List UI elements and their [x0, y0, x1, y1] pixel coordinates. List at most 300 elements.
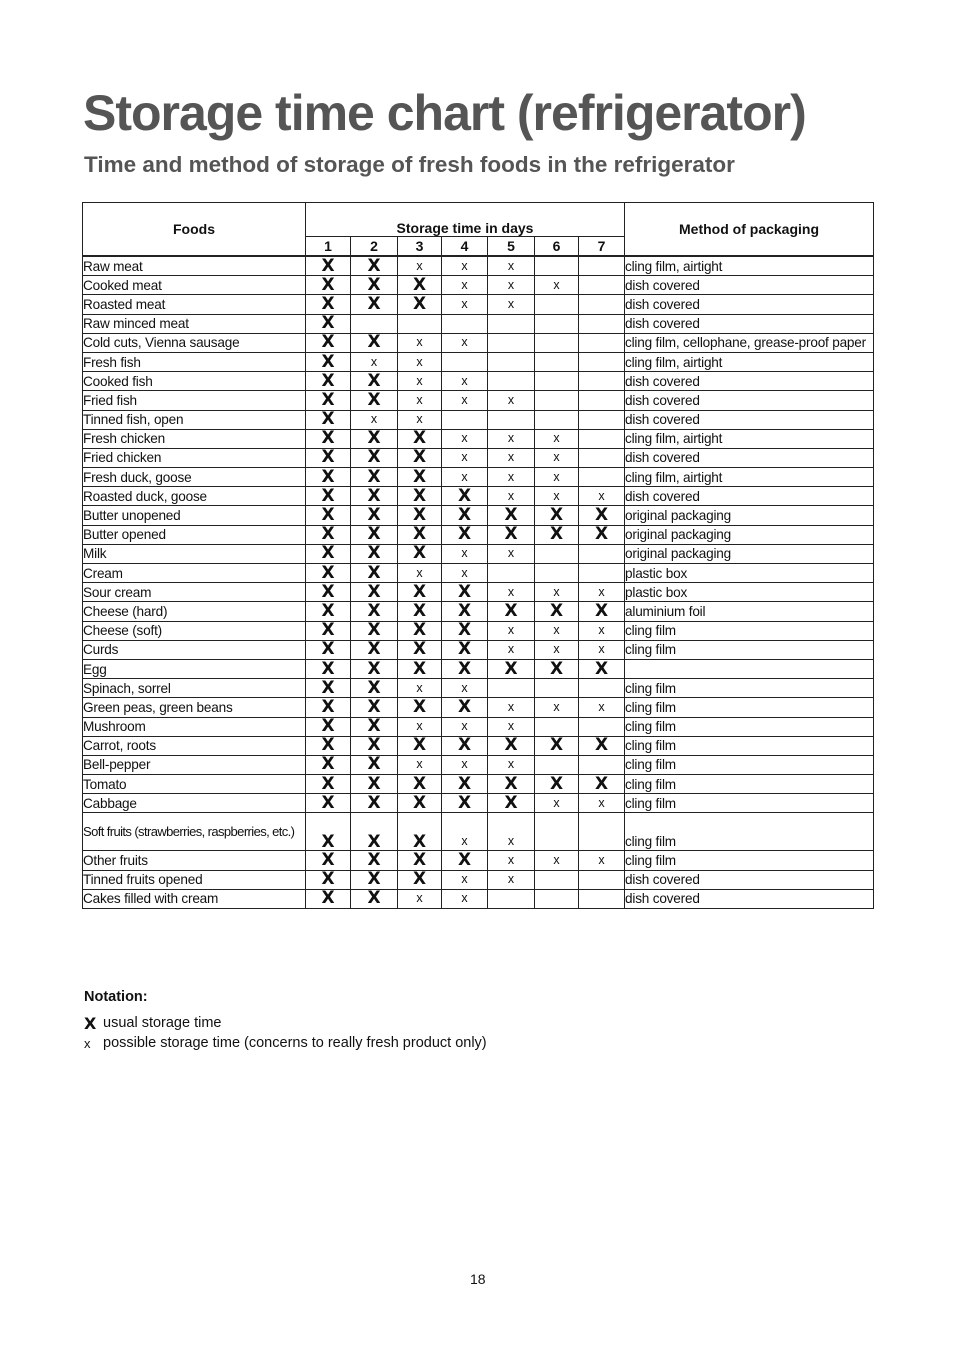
header-day-4: 4 [442, 237, 488, 257]
table-row [83, 276, 874, 295]
storage-mark-day-5: x [488, 640, 535, 659]
storage-mark-day-2: X [351, 870, 398, 889]
storage-mark-day-1: X [306, 391, 351, 410]
food-name: Tomato [83, 775, 306, 794]
storage-mark-day-2: X [351, 256, 398, 276]
storage-mark-day-4: x [442, 717, 488, 736]
storage-mark-day-7: x [579, 621, 625, 640]
storage-mark-day-4: x [442, 429, 488, 448]
storage-mark-day-3: x [398, 717, 442, 736]
storage-mark-day-7 [579, 352, 625, 371]
storage-mark-day-6 [535, 295, 579, 314]
packaging-method: dish covered [625, 410, 874, 429]
storage-mark-day-5: x [488, 851, 535, 870]
packaging-method: original packaging [625, 506, 874, 525]
table-row [83, 659, 874, 678]
food-name: Cooked fish [83, 372, 306, 391]
page-title: Storage time chart (refrigerator) [83, 85, 806, 141]
table-row [83, 564, 874, 583]
storage-mark-day-3: x [398, 755, 442, 774]
packaging-method: original packaging [625, 525, 874, 544]
storage-mark-day-6 [535, 813, 579, 851]
storage-mark-day-2: X [351, 372, 398, 391]
storage-mark-day-4: x [442, 544, 488, 563]
food-name: Fried chicken [83, 448, 306, 467]
storage-mark-day-5: x [488, 621, 535, 640]
food-name: Cold cuts, Vienna sausage [83, 333, 306, 352]
storage-mark-day-1: X [306, 276, 351, 295]
storage-mark-day-3: x [398, 410, 442, 429]
storage-mark-day-6: X [535, 506, 579, 525]
notation-legend [84, 989, 487, 1053]
storage-mark-day-6: x [535, 794, 579, 813]
storage-mark-day-7 [579, 429, 625, 448]
table-row [83, 851, 874, 870]
food-name: Cream [83, 564, 306, 583]
food-name: Milk [83, 544, 306, 563]
storage-mark-day-5: x [488, 583, 535, 602]
storage-mark-day-5: x [488, 468, 535, 487]
storage-mark-day-1: X [306, 755, 351, 774]
food-name: Tinned fish, open [83, 410, 306, 429]
food-name: Cabbage [83, 794, 306, 813]
storage-mark-day-3: X [398, 276, 442, 295]
table-row [83, 679, 874, 698]
storage-mark-day-5: X [488, 794, 535, 813]
storage-mark-day-4: X [442, 659, 488, 678]
legend-text-usual: usual storage time [103, 1015, 222, 1031]
packaging-method: original packaging [625, 544, 874, 563]
food-name: Bell-pepper [83, 755, 306, 774]
table-row [83, 698, 874, 717]
storage-mark-day-1: X [306, 314, 351, 333]
storage-mark-day-2: X [351, 698, 398, 717]
storage-mark-day-2: X [351, 813, 398, 851]
packaging-method: cling film, airtight [625, 468, 874, 487]
packaging-method: cling film [625, 621, 874, 640]
storage-mark-day-7: X [579, 736, 625, 755]
storage-mark-day-5: x [488, 544, 535, 563]
food-name: Cheese (soft) [83, 621, 306, 640]
storage-mark-day-4: x [442, 564, 488, 583]
packaging-method: aluminium foil [625, 602, 874, 621]
food-name: Cooked meat [83, 276, 306, 295]
storage-mark-day-4: x [442, 468, 488, 487]
storage-mark-day-5: x [488, 429, 535, 448]
storage-mark-day-6 [535, 755, 579, 774]
page-subtitle: Time and method of storage of fresh foods in the refrigerator [84, 152, 735, 177]
food-name: Soft fruits (strawberries, raspberries, etc.) [83, 813, 306, 851]
storage-mark-day-1: X [306, 256, 351, 276]
storage-mark-day-3: x [398, 889, 442, 908]
table-row [83, 352, 874, 371]
storage-mark-day-3: X [398, 659, 442, 678]
storage-mark-day-4: X [442, 583, 488, 602]
storage-mark-day-6: x [535, 468, 579, 487]
storage-mark-day-2: X [351, 755, 398, 774]
packaging-method: cling film [625, 775, 874, 794]
food-name: Fried fish [83, 391, 306, 410]
storage-mark-day-2: X [351, 564, 398, 583]
storage-mark-day-4: x [442, 679, 488, 698]
storage-mark-day-3: X [398, 736, 442, 755]
food-name: Cakes filled with cream [83, 889, 306, 908]
header-day-1: 1 [306, 237, 351, 257]
storage-mark-day-6: x [535, 640, 579, 659]
storage-mark-day-7: X [579, 506, 625, 525]
storage-mark-day-1: X [306, 333, 351, 352]
storage-mark-day-1: X [306, 621, 351, 640]
legend-item-usual [84, 1013, 487, 1033]
storage-mark-day-2: X [351, 889, 398, 908]
table-row [83, 506, 874, 525]
storage-mark-day-3: X [398, 487, 442, 506]
storage-mark-day-6 [535, 889, 579, 908]
storage-mark-day-6 [535, 679, 579, 698]
storage-mark-day-2 [351, 314, 398, 333]
storage-mark-day-4: X [442, 775, 488, 794]
storage-mark-day-3 [398, 314, 442, 333]
table-row [83, 755, 874, 774]
storage-mark-day-4: X [442, 602, 488, 621]
storage-mark-day-7: X [579, 659, 625, 678]
storage-mark-day-4: x [442, 889, 488, 908]
storage-mark-day-6 [535, 410, 579, 429]
food-name: Cheese (hard) [83, 602, 306, 621]
storage-mark-day-1: X [306, 583, 351, 602]
legend-text-possible: possible storage time (concerns to really fresh product only) [103, 1035, 487, 1051]
storage-mark-day-2: x [351, 352, 398, 371]
storage-mark-day-4: x [442, 333, 488, 352]
food-name: Spinach, sorrel [83, 679, 306, 698]
storage-mark-day-5: x [488, 698, 535, 717]
storage-mark-day-3: X [398, 602, 442, 621]
storage-mark-day-3: X [398, 640, 442, 659]
storage-mark-day-7 [579, 372, 625, 391]
storage-mark-day-5 [488, 372, 535, 391]
table-row [83, 889, 874, 908]
storage-mark-day-7 [579, 333, 625, 352]
storage-mark-day-7 [579, 679, 625, 698]
storage-mark-day-4: X [442, 621, 488, 640]
storage-mark-day-4 [442, 352, 488, 371]
packaging-method: cling film, airtight [625, 352, 874, 371]
storage-mark-day-4: X [442, 525, 488, 544]
table-row [83, 602, 874, 621]
storage-mark-day-5: x [488, 487, 535, 506]
storage-mark-day-7 [579, 468, 625, 487]
food-name: Raw meat [83, 256, 306, 276]
storage-mark-day-2: X [351, 602, 398, 621]
food-name: Fresh duck, goose [83, 468, 306, 487]
storage-mark-day-1: X [306, 564, 351, 583]
storage-mark-day-7 [579, 870, 625, 889]
header-storage-time: Storage time in days [306, 203, 625, 237]
storage-mark-day-5: x [488, 295, 535, 314]
table-row [83, 813, 874, 851]
storage-mark-day-2: X [351, 391, 398, 410]
packaging-method: dish covered [625, 295, 874, 314]
packaging-method [625, 659, 874, 678]
table-row [83, 794, 874, 813]
header-foods: Foods [83, 203, 306, 257]
storage-mark-day-1: X [306, 851, 351, 870]
storage-mark-day-3: x [398, 679, 442, 698]
storage-mark-day-6: x [535, 276, 579, 295]
table-row [83, 314, 874, 333]
storage-mark-day-1: X [306, 506, 351, 525]
storage-mark-day-2: X [351, 544, 398, 563]
storage-mark-day-4: X [442, 487, 488, 506]
storage-mark-day-2: X [351, 487, 398, 506]
storage-mark-day-7 [579, 256, 625, 276]
storage-mark-day-7 [579, 889, 625, 908]
table-row [83, 410, 874, 429]
storage-mark-day-7 [579, 276, 625, 295]
storage-mark-day-5: x [488, 813, 535, 851]
storage-mark-day-5: X [488, 602, 535, 621]
storage-mark-day-2: X [351, 717, 398, 736]
storage-mark-day-5: x [488, 755, 535, 774]
storage-mark-day-2: X [351, 640, 398, 659]
header-day-5: 5 [488, 237, 535, 257]
packaging-method: dish covered [625, 314, 874, 333]
storage-mark-day-3: X [398, 506, 442, 525]
table-row [83, 525, 874, 544]
storage-mark-day-3: X [398, 295, 442, 314]
storage-mark-day-3: X [398, 698, 442, 717]
food-name: Butter opened [83, 525, 306, 544]
packaging-method: cling film [625, 755, 874, 774]
food-name: Curds [83, 640, 306, 659]
storage-mark-day-6: X [535, 525, 579, 544]
storage-mark-day-5: X [488, 525, 535, 544]
storage-mark-day-5: X [488, 775, 535, 794]
storage-mark-day-6: X [535, 659, 579, 678]
storage-mark-day-1: X [306, 487, 351, 506]
storage-mark-day-5: x [488, 448, 535, 467]
table-row [83, 256, 874, 276]
storage-mark-day-5 [488, 889, 535, 908]
storage-mark-day-3: X [398, 583, 442, 602]
food-name: Butter unopened [83, 506, 306, 525]
storage-mark-day-5 [488, 314, 535, 333]
storage-mark-day-5: X [488, 659, 535, 678]
table-row [83, 621, 874, 640]
storage-mark-day-6 [535, 544, 579, 563]
table-row [83, 429, 874, 448]
packaging-method: dish covered [625, 870, 874, 889]
packaging-method: cling film [625, 813, 874, 851]
storage-mark-day-3: x [398, 256, 442, 276]
packaging-method: cling film [625, 679, 874, 698]
storage-mark-day-6: x [535, 621, 579, 640]
packaging-method: dish covered [625, 276, 874, 295]
packaging-method: dish covered [625, 889, 874, 908]
storage-mark-day-5 [488, 352, 535, 371]
storage-mark-day-2: X [351, 775, 398, 794]
storage-mark-day-7 [579, 717, 625, 736]
storage-mark-day-2: X [351, 429, 398, 448]
packaging-method: cling film, airtight [625, 256, 874, 276]
storage-mark-day-4: X [442, 736, 488, 755]
legend-symbol-possible: x [84, 1035, 91, 1051]
storage-mark-day-3: x [398, 372, 442, 391]
table-row [83, 333, 874, 352]
storage-mark-day-7: x [579, 794, 625, 813]
packaging-method: cling film [625, 698, 874, 717]
header-method: Method of packaging [625, 203, 874, 257]
food-name: Carrot, roots [83, 736, 306, 755]
storage-mark-day-4: x [442, 256, 488, 276]
storage-mark-day-7 [579, 295, 625, 314]
storage-mark-day-7 [579, 391, 625, 410]
storage-mark-day-1: X [306, 736, 351, 755]
food-name: Fresh chicken [83, 429, 306, 448]
storage-mark-day-1: X [306, 794, 351, 813]
table-row [83, 736, 874, 755]
food-name: Green peas, green beans [83, 698, 306, 717]
storage-mark-day-6: x [535, 448, 579, 467]
packaging-method: dish covered [625, 372, 874, 391]
storage-mark-day-3: X [398, 870, 442, 889]
storage-mark-day-4: x [442, 372, 488, 391]
food-name: Other fruits [83, 851, 306, 870]
storage-mark-day-5: X [488, 736, 535, 755]
storage-mark-day-6: X [535, 736, 579, 755]
packaging-method: cling film [625, 736, 874, 755]
storage-mark-day-5 [488, 333, 535, 352]
storage-mark-day-7: X [579, 602, 625, 621]
storage-mark-day-5 [488, 679, 535, 698]
storage-mark-day-1: X [306, 544, 351, 563]
storage-mark-day-1: X [306, 410, 351, 429]
storage-mark-day-6 [535, 333, 579, 352]
storage-mark-day-2: X [351, 736, 398, 755]
packaging-method: cling film [625, 717, 874, 736]
storage-mark-day-2: X [351, 468, 398, 487]
storage-mark-day-3: X [398, 448, 442, 467]
storage-mark-day-4: X [442, 640, 488, 659]
storage-mark-day-1: X [306, 679, 351, 698]
storage-mark-day-2: X [351, 276, 398, 295]
packaging-method: dish covered [625, 487, 874, 506]
storage-mark-day-3: X [398, 525, 442, 544]
food-name: Roasted duck, goose [83, 487, 306, 506]
storage-mark-day-6: x [535, 487, 579, 506]
storage-mark-day-1: X [306, 429, 351, 448]
storage-mark-day-1: X [306, 640, 351, 659]
food-name: Sour cream [83, 583, 306, 602]
storage-mark-day-4: x [442, 391, 488, 410]
storage-mark-day-1: X [306, 659, 351, 678]
storage-time-table [82, 202, 874, 909]
storage-mark-day-1: X [306, 372, 351, 391]
table-row [83, 372, 874, 391]
packaging-method: cling film, cellophane, grease-proof paper [625, 333, 874, 352]
storage-mark-day-5: x [488, 391, 535, 410]
storage-mark-day-5 [488, 410, 535, 429]
storage-mark-day-2: X [351, 295, 398, 314]
storage-mark-day-2: X [351, 448, 398, 467]
table-row [83, 391, 874, 410]
storage-mark-day-3: x [398, 391, 442, 410]
storage-mark-day-2: X [351, 659, 398, 678]
header-day-2: 2 [351, 237, 398, 257]
storage-mark-day-6: x [535, 698, 579, 717]
storage-mark-day-1: X [306, 717, 351, 736]
storage-mark-day-4: X [442, 506, 488, 525]
storage-mark-day-4: x [442, 755, 488, 774]
storage-mark-day-6 [535, 717, 579, 736]
storage-mark-day-6: x [535, 429, 579, 448]
packaging-method: dish covered [625, 391, 874, 410]
storage-mark-day-2: X [351, 525, 398, 544]
storage-mark-day-4 [442, 410, 488, 429]
storage-mark-day-5 [488, 564, 535, 583]
storage-mark-day-4: x [442, 813, 488, 851]
storage-mark-day-3: X [398, 813, 442, 851]
storage-mark-day-1: X [306, 602, 351, 621]
storage-mark-day-6: x [535, 583, 579, 602]
storage-mark-day-6 [535, 372, 579, 391]
storage-mark-day-5: x [488, 717, 535, 736]
notation-title: Notation: [84, 989, 148, 1005]
food-name: Raw minced meat [83, 314, 306, 333]
food-name: Fresh fish [83, 352, 306, 371]
storage-mark-day-4: x [442, 448, 488, 467]
storage-mark-day-6 [535, 314, 579, 333]
storage-mark-day-4: x [442, 870, 488, 889]
packaging-method: cling film [625, 640, 874, 659]
storage-mark-day-6 [535, 391, 579, 410]
storage-mark-day-3: X [398, 775, 442, 794]
packaging-method: dish covered [625, 448, 874, 467]
storage-mark-day-7 [579, 314, 625, 333]
packaging-method: cling film [625, 794, 874, 813]
storage-mark-day-7: x [579, 640, 625, 659]
storage-mark-day-1: X [306, 813, 351, 851]
page-number: 18 [470, 1271, 486, 1287]
storage-mark-day-3: X [398, 621, 442, 640]
storage-mark-day-1: X [306, 870, 351, 889]
storage-mark-day-4: X [442, 794, 488, 813]
table-row [83, 487, 874, 506]
storage-mark-day-1: X [306, 698, 351, 717]
table-row [83, 295, 874, 314]
storage-mark-day-7 [579, 448, 625, 467]
storage-mark-day-3: x [398, 352, 442, 371]
storage-mark-day-7: X [579, 525, 625, 544]
storage-mark-day-3: X [398, 544, 442, 563]
packaging-method: cling film [625, 851, 874, 870]
storage-mark-day-6 [535, 870, 579, 889]
packaging-method: cling film, airtight [625, 429, 874, 448]
food-name: Egg [83, 659, 306, 678]
storage-mark-day-6: x [535, 851, 579, 870]
storage-mark-day-3: X [398, 851, 442, 870]
storage-mark-day-7 [579, 564, 625, 583]
storage-mark-day-7: X [579, 775, 625, 794]
header-day-6: 6 [535, 237, 579, 257]
legend-symbol-usual: X [84, 1013, 97, 1033]
storage-mark-day-4: x [442, 276, 488, 295]
header-day-7: 7 [579, 237, 625, 257]
storage-mark-day-1: X [306, 295, 351, 314]
food-name: Roasted meat [83, 295, 306, 314]
storage-mark-day-5: x [488, 276, 535, 295]
storage-mark-day-7: x [579, 851, 625, 870]
